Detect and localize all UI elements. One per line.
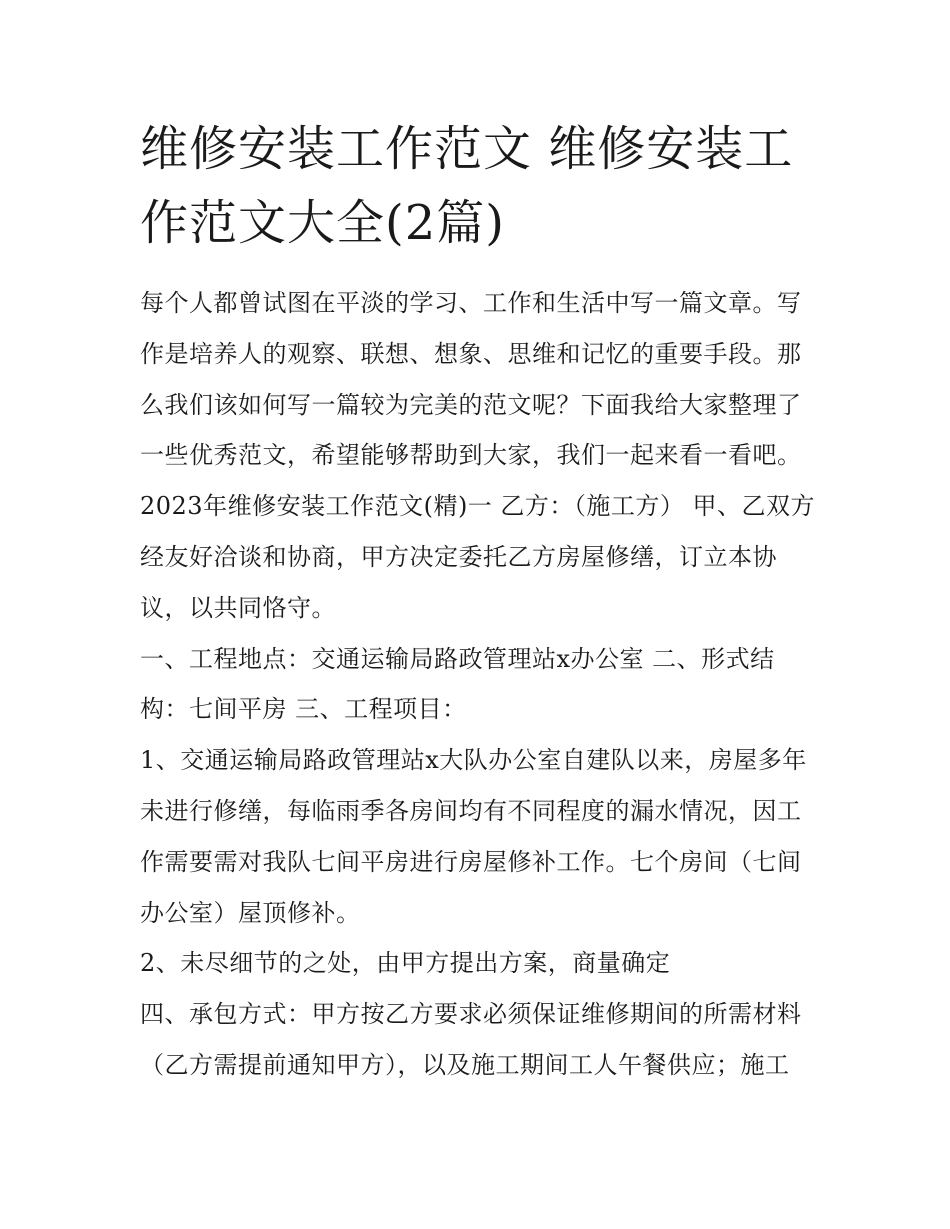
paragraph-item-2: 2、未尽细节的之处，由甲方提出方案，商量确定 xyxy=(140,949,671,978)
document-body xyxy=(140,278,818,1091)
paragraph-contract-method: 四、承包方式：甲方按乙方要求必须保证维修期间的所需材料（乙方需提前通知甲方），以及施工期间工人午餐供应；施工 xyxy=(140,1000,802,1079)
paragraph-parties: 2023年维修安装工作范文(精)一 乙方：（施工方） 甲、乙双方经友好洽谈和协商，甲方决定委托乙方房屋修缮，订立本协议，以共同恪守。 xyxy=(140,492,816,622)
document-title: 维修安装工作范文 维修安装工作范文大全(2篇) xyxy=(140,121,794,251)
paragraph-intro: 每个人都曾试图在平淡的学习、工作和生活中写一篇文章。写作是培养人的观察、联想、想象、思维和记忆的重要手段。那么我们该如何写一篇较为完美的范文呢？下面我给大家整理了一些优秀范文，希望能够帮助到大家，我们一起来看一看吧。 xyxy=(140,289,802,470)
paragraph-location: 一、工程地点：交通运输局路政管理站x办公室 二、形式结构：七间平房 三、工程项目： xyxy=(140,644,775,724)
paragraph-item-1: 1、交通运输局路政管理站x大队办公室自建队以来，房屋多年未进行修缮，每临雨季各房间均有不同程度的漏水情况，因工作需要需对我队七间平房进行房屋修补工作。七个房间（七间办公室）屋顶修补。 xyxy=(140,746,807,927)
